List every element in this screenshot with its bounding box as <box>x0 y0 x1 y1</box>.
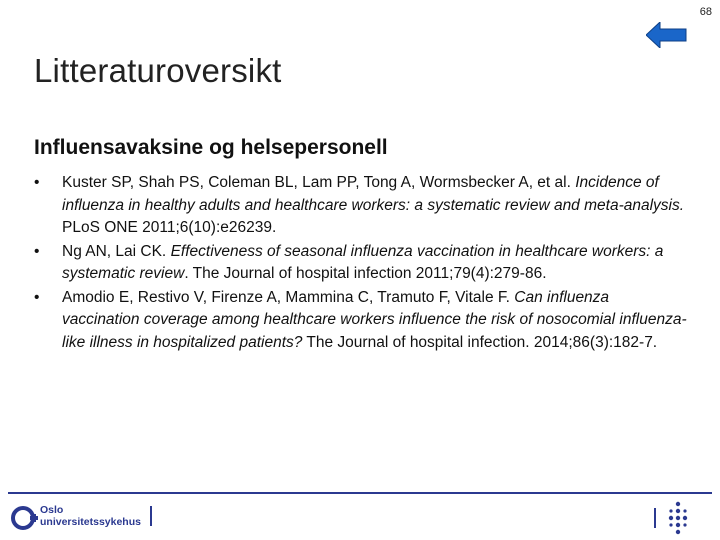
back-arrow-icon[interactable] <box>646 22 688 48</box>
ref-title: Can influenza vaccination coverage among healthcare workers influence the risk of nosocomial influenza-like illness in hospitalized patients? <box>62 288 687 351</box>
hospital-logo <box>10 502 170 534</box>
logo-line-2: universitetssykehus <box>40 516 141 528</box>
footer-divider <box>8 492 712 494</box>
list-item <box>34 241 690 286</box>
page-title: Litteraturoversikt <box>34 52 282 89</box>
ref-title: Incidence of influenza in healthy adults and healthcare workers: a systematic review and meta-analysis. <box>62 174 685 214</box>
ous-logo-icon <box>10 504 38 532</box>
bullet-icon: • <box>34 174 40 191</box>
list-item <box>34 172 690 240</box>
right-divider <box>654 508 656 528</box>
logo-text <box>40 504 141 528</box>
reference-list <box>34 172 690 355</box>
ref-authors: Amodio E, Restivo V, Firenze A, Mammina C, Tramuto F, Vitale F. <box>62 288 510 306</box>
section-subtitle: Influensavaksine og helsepersonell <box>34 136 388 159</box>
ref-source: . The Journal of hospital infection 2011;79(4):279-86. <box>184 265 547 282</box>
ref-authors: Kuster SP, Shah PS, Coleman BL, Lam PP, Tong A, Wormsbecker A, et al. <box>62 174 571 191</box>
bullet-icon: • <box>34 242 40 260</box>
ref-source: PLoS ONE 2011;6(10):e26239. <box>62 219 277 236</box>
logo-line-1: Oslo <box>40 504 64 516</box>
dots-cross-icon <box>660 500 696 536</box>
ref-source: The Journal of hospital infection. 2014;86(3):182-7. <box>306 333 658 351</box>
bullet-icon: • <box>34 288 40 306</box>
page-number: 68 <box>699 6 712 18</box>
list-item <box>34 287 690 355</box>
logo-divider <box>150 506 152 526</box>
ref-title: Effectiveness of seasonal influenza vaccination in healthcare workers: a systematic review <box>62 242 664 282</box>
ref-authors: Ng AN, Lai CK. <box>62 242 167 260</box>
